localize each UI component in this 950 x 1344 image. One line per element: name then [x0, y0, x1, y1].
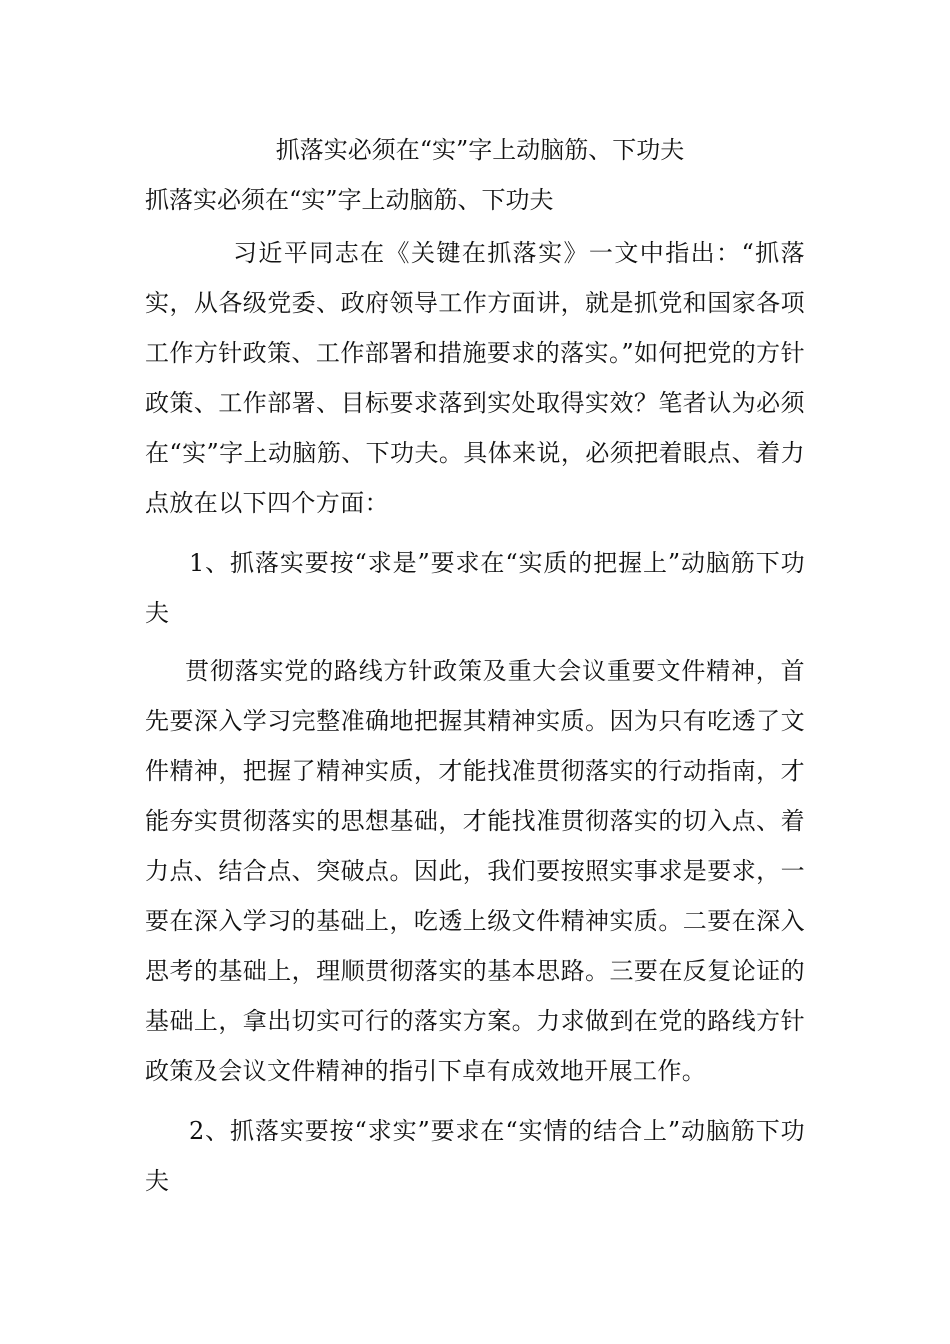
- document-title: 抓落实必须在“实”字上动脑筋、下功夫: [275, 136, 685, 164]
- section-heading-2: 2、抓落实要按“求实”要求在“实情的结合上”动脑筋下功夫: [145, 1117, 805, 1195]
- intro-paragraph: 习近平同志在《关键在抓落实》一文中指出：“抓落实，从各级党委、政府领导工作方面讲，就是抓党和国家各项工作方针政策、工作部署和措施要求的落实。”如何把党的方针政策、工作部署、目标要求落到实处取得实效？笔者认为必须在“实”字上动脑筋、下功夫。具体来说，必须把着眼点、着力点放在以下四个方面：: [145, 239, 805, 517]
- section-heading-1: 1、抓落实要按“求是”要求在“实质的把握上”动脑筋下功夫: [145, 549, 805, 627]
- document-subtitle: 抓落实必须在“实”字上动脑筋、下功夫: [145, 186, 554, 214]
- document-body: [145, 128, 805, 1206]
- section-body-1: 贯彻落实党的路线方针政策及重大会议重要文件精神，首先要深入学习完整准确地把握其精神实质。因为只有吃透了文件精神，把握了精神实质，才能找准贯彻落实的行动指南，才能夯实贯彻落实的思想基础，才能找准贯彻落实的切入点、着力点、结合点、突破点。因此，我们要按照实事求是要求，一要在深入学习的基础上，吃透上级文件精神实质。二要在深入思考的基础上，理顺贯彻落实的基本思路。三要在反复论证的基础上，拿出切实可行的落实方案。力求做到在党的路线方针政策及会议文件精神的指引下卓有成效地开展工作。: [145, 657, 805, 1085]
